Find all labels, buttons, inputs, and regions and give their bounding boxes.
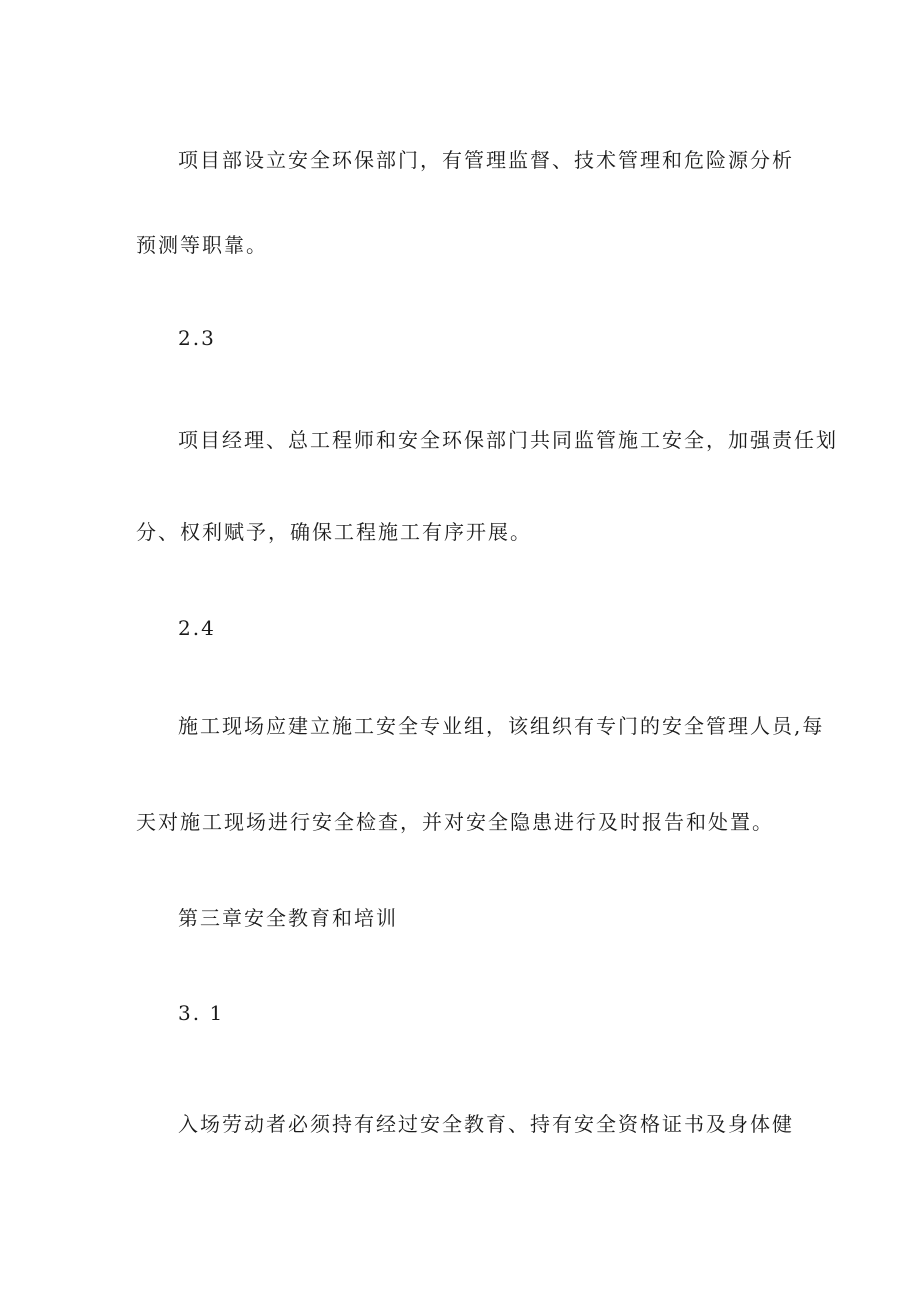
- section-number: 3. 1: [178, 1001, 225, 1025]
- paragraph-line: 入场劳动者必须持有经过安全教育、持有安全资格证书及身体健: [178, 1112, 794, 1136]
- paragraph-line: 预测等职靠。: [136, 233, 268, 257]
- paragraph-line: 施工现场应建立施工安全专业组，该组织有专门的安全管理人员,每: [178, 714, 825, 738]
- paragraph-line: 项目经理、总工程师和安全环保部门共同监管施工安全，加强责任划: [178, 428, 838, 452]
- paragraph-line: 项目部设立安全环保部门，有管理监督、技术管理和危险源分析: [178, 148, 794, 172]
- paragraph-line: 分、权利赋予，确保工程施工有序开展。: [136, 520, 532, 544]
- paragraph-line: 天对施工现场进行安全检查，并对安全隐患进行及时报告和处置。: [136, 810, 774, 834]
- section-number: 2.4: [178, 616, 216, 640]
- chapter-heading: 第三章安全教育和培训: [178, 906, 398, 930]
- section-number: 2.3: [178, 326, 216, 350]
